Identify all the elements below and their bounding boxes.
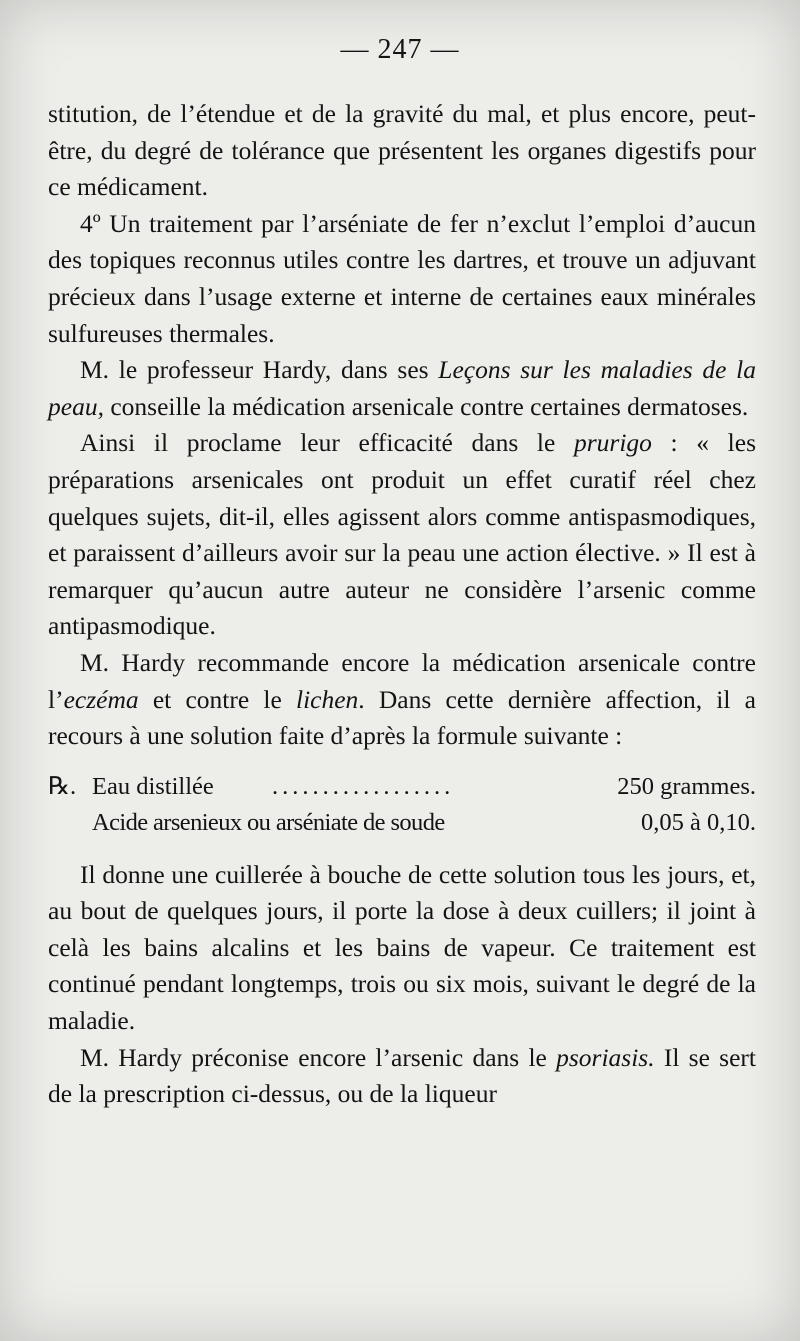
text-run: et contre le	[138, 684, 296, 714]
paragraph-eczema-lichen	[48, 645, 756, 755]
page-number: — 247 —	[340, 34, 460, 65]
body-text	[48, 96, 756, 1113]
text-run: M. le professeur Hardy, dans ses	[80, 355, 439, 385]
disease-term: psoriasis.	[556, 1042, 655, 1072]
text-run: conseille la médication arsenicale contre certaines dermatoses.	[103, 391, 749, 421]
book-title: Leçons sur les maladies de la peau,	[48, 355, 756, 421]
paragraph-prurigo	[48, 425, 756, 645]
formula-quantity: 250 grammes.	[617, 772, 756, 800]
prescription-formula	[48, 769, 756, 841]
text-run: Il se sert de la prescription ci-dessus, ou de la liqueur	[48, 1042, 756, 1109]
text-run: M. Hardy recommande encore la médication arsenicale contre l’	[48, 647, 756, 714]
formula-ingredient: Acide arsenieux ou arséniate de soude	[92, 808, 445, 836]
paragraph-psoriasis	[48, 1040, 756, 1113]
disease-term: lichen	[295, 684, 359, 714]
text-run: stitution, de l’étendue et de la gravité du mal, et plus encore, peut-être, du degré de tolérance que présentent les organes digestifs pour ce médicament.	[48, 99, 756, 202]
disease-term: eczéma	[63, 684, 139, 714]
formula-row	[48, 805, 756, 841]
disease-term: prurigo	[573, 428, 652, 458]
dot-leader: ..................	[272, 772, 455, 800]
paragraph-hardy-lecons	[48, 352, 756, 425]
text-run: 4º Un traitement par l’arséniate de fer n’exclut l’emploi d’aucun des topiques reconnus utiles contre les dartres, et trouve un adjuvant précieux dans l’usage externe et interne de certaines eaux minérales sulfureuses thermales.	[48, 208, 756, 348]
paragraph-point-4	[48, 206, 756, 352]
text-run: : « les préparations arsenicales ont produit un effet curatif réel chez quelques sujets, dit-il, elles agissent alors comme antispasmodiques, et paraissent d’ailleurs avoir sur la peau une action élective. » Il est à remarquer qu’aucun autre auteur ne considère l’arsenic comme antipasmodique.	[48, 428, 756, 641]
formula-ingredient: Eau distillée	[92, 772, 214, 800]
formula-row	[48, 769, 756, 805]
text-run: Il donne une cuillerée à bouche de cette solution tous les jours, et, au bout de quelques jours, il porte la dose à deux cuillers; il joint à celà les bains alcalins et les bains de vapeur. Ce traitement est continué pendant longtemps, trois ou six mois, suivant le degré de la maladie.	[48, 859, 756, 1036]
text-run: . Dans cette dernière affection, il a recours à une solution faite d’après la formule suivante :	[48, 684, 756, 751]
formula-quantity: 0,05 à 0,10.	[641, 808, 756, 836]
recipe-symbol: ℞.	[48, 772, 77, 800]
paragraph-continuation	[48, 96, 756, 206]
text-run: Ainsi il proclame leur efficacité dans le	[80, 428, 574, 458]
paragraph-dosage	[48, 857, 756, 1040]
text-run: M. Hardy préconise encore l’arsenic dans le	[80, 1042, 557, 1072]
